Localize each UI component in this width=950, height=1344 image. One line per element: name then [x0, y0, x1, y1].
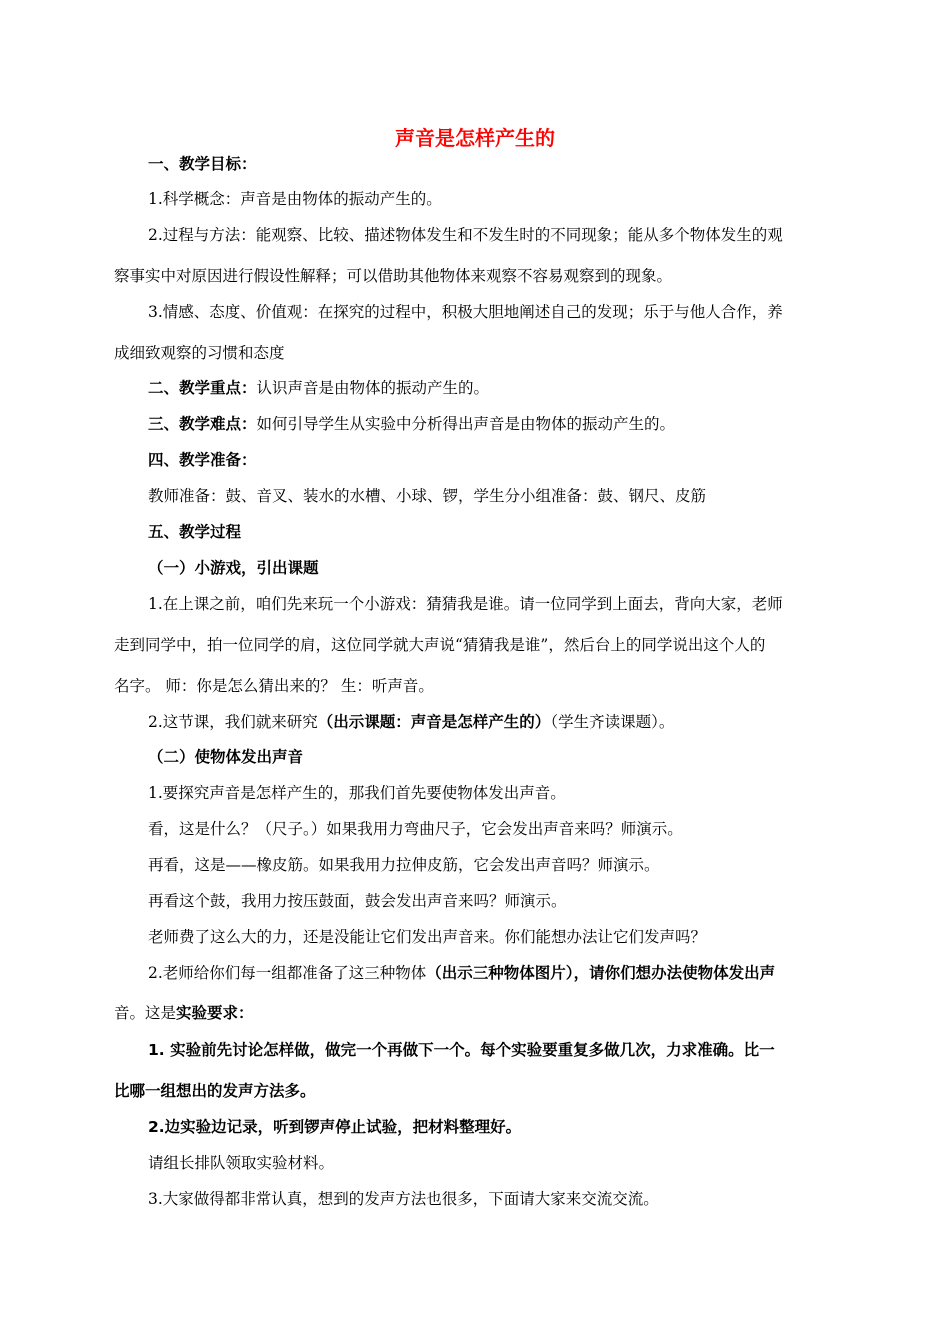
paragraph: 1.要探究声音是怎样产生的，那我们首先要使物体发出声音。 — [148, 784, 566, 802]
paragraph: 3.情感、态度、价值观：在探究的过程中，积极大胆地阐述自己的发现；乐于与他人合作，养 — [148, 303, 783, 321]
paragraph: 教师准备：鼓、音叉、装水的水槽、小球、锣，学生分小组准备：鼓、钢尺、皮筋 — [148, 487, 707, 505]
section-difficulty — [148, 413, 675, 435]
section-heading-preparation: 四、教学准备： — [148, 451, 257, 469]
subheading-make-sound: （二）使物体发出声音 — [148, 748, 304, 766]
paragraph: 看，这是什么？（尺子。）如果我用力弯曲尺子，它会发出声音来吗？师演示。 — [148, 820, 683, 838]
paragraph: 名字。 师：你是怎么猜出来的？ 生：听声音。 — [114, 677, 434, 695]
section-key-points — [148, 377, 489, 399]
text-run: 音。这是 — [114, 1004, 177, 1022]
section-heading-process: 五、教学过程 — [148, 523, 242, 541]
paragraph: 走到同学中，拍一位同学的肩，这位同学就大声说“猜猜我是谁”，然后台上的同学说出这个人的 — [114, 636, 766, 654]
paragraph: 再看，这是——橡皮筋。如果我用力拉伸皮筋，它会发出声音吗？师演示。 — [148, 856, 660, 874]
section-text: 如何引导学生从实验中分析得出声音是由物体的振动产生的。 — [256, 415, 676, 433]
paragraph — [148, 962, 775, 984]
paragraph: 2.过程与方法：能观察、比较、描述物体发生和不发生时的不同现象；能从多个物体发生的观 — [148, 226, 783, 244]
section-heading-difficulty: 三、教学难点： — [148, 415, 257, 433]
paragraph: 老师费了这么大的力，还是没能让它们发出声音来。你们能想办法让它们发声吗？ — [148, 928, 707, 946]
text-run: 2.老师给你们每一组都准备了这三种物体 — [148, 964, 427, 982]
requirement-item: 比哪一组想出的发声方法多。 — [114, 1082, 316, 1100]
text-run-bold: （出示三种物体图片） — [426, 964, 574, 982]
text-run: ，请你们想办法使物体发出声 — [573, 964, 776, 982]
paragraph: 察事实中对原因进行假设性解释；可以借助其他物体来观察不容易观察到的现象。 — [114, 267, 673, 285]
paragraph: 1.在上课之前，咱们先来玩一个小游戏：猜猜我是谁。请一位同学到上面去，背向大家，老师 — [148, 595, 783, 613]
paragraph — [114, 1002, 254, 1024]
section-heading-key-points: 二、教学重点： — [148, 379, 257, 397]
text-run-bold: （出示课题：声音是怎样产生的） — [317, 713, 551, 731]
paragraph: 请组长排队领取实验材料。 — [148, 1154, 335, 1172]
requirement-item: 2.边实验边记录，听到锣声停止试验，把材料整理好。 — [148, 1118, 522, 1136]
paragraph: 1.科学概念：声音是由物体的振动产生的。 — [148, 190, 442, 208]
paragraph: 再看这个鼓，我用力按压鼓面，鼓会发出声音来吗？师演示。 — [148, 892, 567, 910]
paragraph: 成细致观察的习惯和态度 — [114, 344, 285, 362]
section-text: 认识声音是由物体的振动产生的。 — [256, 379, 490, 397]
section-heading-objectives: 一、教学目标： — [148, 155, 257, 173]
text-run: 2.这节课，我们就来研究 — [148, 713, 318, 731]
requirement-item: 1. 实验前先讨论怎样做，做完一个再做下一个。每个实验要重复多做几次，力求准确。比一 — [148, 1041, 775, 1059]
page-title: 声音是怎样产生的 — [395, 126, 555, 150]
paragraph: 3.大家做得都非常认真，想到的发声方法也很多，下面请大家来交流交流。 — [148, 1190, 659, 1208]
paragraph — [148, 711, 674, 733]
text-run: （学生齐读课题）。 — [550, 713, 675, 731]
subheading-game: （一）小游戏，引出课题 — [148, 559, 319, 577]
text-run-bold: 实验要求： — [176, 1004, 254, 1022]
